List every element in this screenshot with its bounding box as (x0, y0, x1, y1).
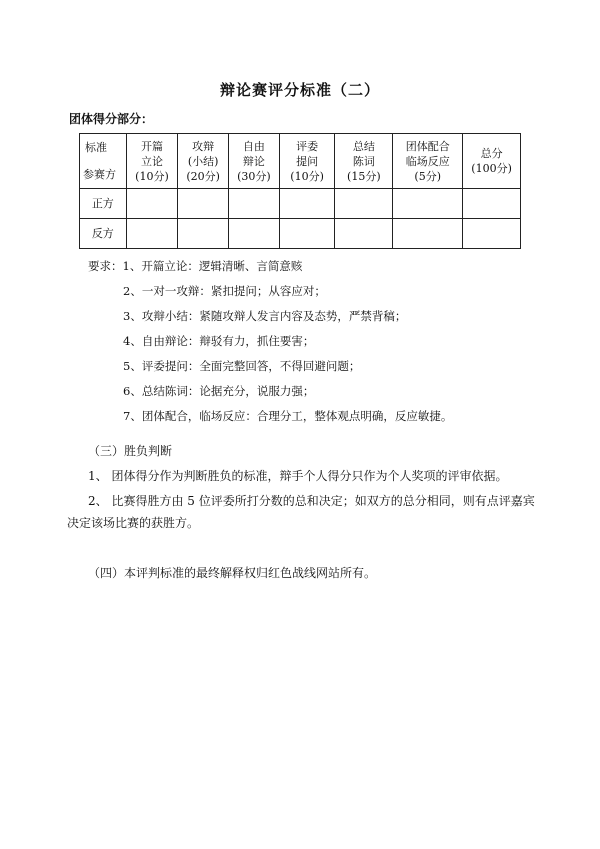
header-line: 总结 (352, 139, 375, 153)
header-teamwork (393, 134, 463, 189)
header-judge-questions (279, 134, 335, 189)
header-line: 开篇 (140, 139, 163, 153)
header-total (463, 134, 521, 189)
header-line: 陈词 (352, 154, 375, 168)
score-cell (393, 219, 463, 249)
header-closing (335, 134, 393, 189)
header-line: 攻辩 (192, 139, 215, 153)
table-corner-cell (80, 134, 127, 189)
header-line: (15分) (347, 169, 381, 183)
score-cell (279, 189, 335, 219)
table-header-row (80, 134, 521, 189)
score-cell (335, 219, 393, 249)
requirement-item: 2、一对一攻辩：紧扣提问；从容应对； (123, 284, 326, 298)
corner-top-label: 标准 (85, 141, 107, 154)
outcome-item: 1、 团体得分作为判断胜负的标准，辩手个人得分只作为个人奖项的评审依据。 (88, 469, 508, 483)
table-row (80, 219, 521, 249)
score-table (79, 133, 521, 249)
requirement-item: 5、评委提问：全面完整回答，不得回避问题； (123, 359, 361, 373)
corner-bottom-label: 参赛方 (83, 168, 116, 181)
header-line: 评委 (296, 139, 319, 153)
score-cell (463, 189, 521, 219)
header-line: (30分) (237, 169, 271, 183)
header-line: (20分) (186, 169, 220, 183)
outcome-item: 2、 比赛得胜方由 5 位评委所打分数的总和决定；如双方的总分相同，则有点评嘉宾 (88, 494, 535, 508)
score-cell (335, 189, 393, 219)
score-cell (279, 219, 335, 249)
row-label-negative: 反方 (80, 219, 127, 249)
header-line: 立论 (140, 154, 163, 168)
header-opening (126, 134, 178, 189)
header-line: 临场反应 (405, 154, 450, 168)
header-line: 总分 (480, 147, 503, 160)
header-line: 提问 (296, 154, 319, 168)
final-note: （四）本评判标准的最终解释权归红色战线网站所有。 (88, 566, 377, 580)
page-title: 辩论赛评分标准（二） (219, 81, 380, 99)
table-row (80, 189, 521, 219)
requirement-item: 要求：1、开篇立论：逻辑清晰、言简意赅 (88, 259, 303, 273)
requirement-item: 3、攻辩小结：紧随攻辩人发言内容及态势，严禁背稿； (123, 309, 407, 323)
header-line: 辩论 (242, 154, 265, 168)
header-line: 团体配合 (405, 139, 450, 153)
section-heading-outcome: （三）胜负判断 (88, 444, 173, 458)
score-cell (126, 219, 178, 249)
score-cell (178, 219, 229, 249)
score-cell (393, 189, 463, 219)
header-line: 自由 (242, 139, 265, 153)
header-free-debate (229, 134, 280, 189)
header-line: (10分) (135, 169, 169, 183)
requirement-item: 6、总结陈词：论据充分，说服力强； (123, 384, 315, 398)
section-label: 团体得分部分： (69, 112, 154, 126)
score-cell (229, 189, 280, 219)
header-line: (5分) (414, 169, 441, 183)
header-line: (100分) (471, 162, 512, 175)
requirement-item: 7、团体配合，临场反应：合理分工，整体观点明确，反应敏捷。 (123, 409, 453, 423)
score-cell (126, 189, 178, 219)
row-label-affirmative: 正方 (80, 189, 127, 219)
requirement-item: 4、自由辩论：辩驳有力，抓住要害； (123, 334, 315, 348)
header-line: (10分) (290, 169, 324, 183)
score-cell (178, 189, 229, 219)
score-cell (463, 219, 521, 249)
header-cross-exam (178, 134, 229, 189)
score-cell (229, 219, 280, 249)
outcome-item-continued: 决定该场比赛的获胜方。 (67, 516, 200, 530)
header-line: (小结) (187, 154, 219, 168)
